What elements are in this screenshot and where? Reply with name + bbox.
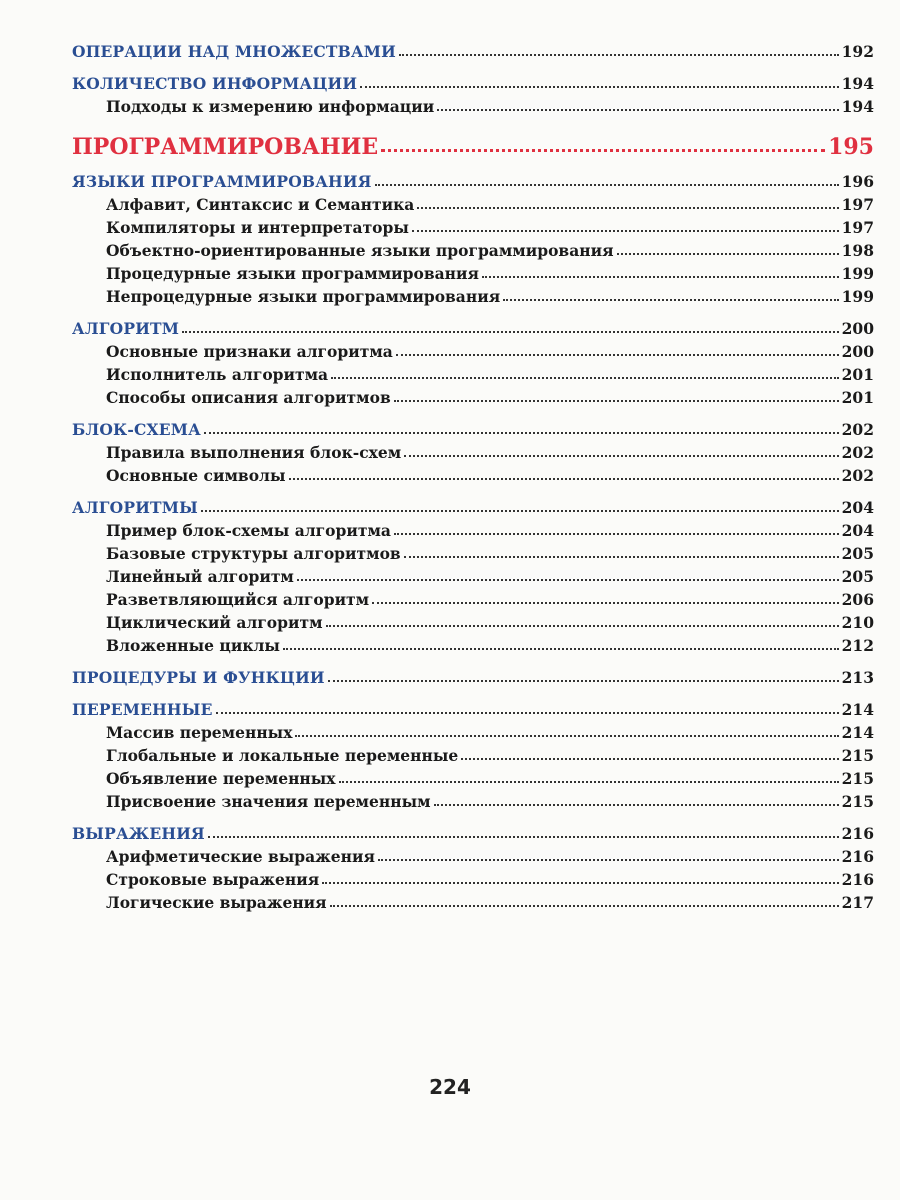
toc-entry-sub — [72, 462, 874, 485]
dot-leader — [412, 230, 839, 232]
toc-entry-sub — [72, 283, 874, 306]
toc-entry-sub — [72, 338, 874, 361]
toc-entry-title: Подходы к измерению информации — [106, 97, 435, 116]
toc-entry-page: 214 — [841, 700, 874, 719]
toc-entry-page: 199 — [841, 264, 874, 283]
toc-entry-sub — [72, 237, 874, 260]
toc-entry-section — [72, 70, 874, 93]
toc-entry-sub — [72, 384, 874, 407]
toc-entry-page: 200 — [841, 342, 874, 361]
toc-entry-page: 202 — [841, 443, 874, 462]
section-gap — [72, 687, 874, 696]
section-gap — [72, 485, 874, 494]
toc-entry-page: 210 — [841, 613, 874, 632]
section-gap — [72, 811, 874, 820]
toc-entry-title: Линейный алгоритм — [106, 567, 294, 586]
toc-entry-sub — [72, 765, 874, 788]
toc-entry-page: 216 — [841, 824, 874, 843]
toc-entry-title: Вложенные циклы — [106, 636, 280, 655]
toc-entry-page: 206 — [841, 590, 874, 609]
toc-entry-title: Алфавит, Синтаксис и Семантика — [106, 195, 415, 214]
dot-leader — [394, 533, 839, 535]
dot-leader — [339, 781, 839, 783]
toc-entry-page: 196 — [841, 172, 874, 191]
page-number: 224 — [429, 1075, 471, 1099]
toc-entry-sub — [72, 843, 874, 866]
toc-entry-title: ВЫРАЖЕНИЯ — [72, 824, 205, 843]
dot-leader — [378, 859, 839, 861]
toc-entry-title: Основные символы — [106, 466, 286, 485]
dot-leader — [404, 455, 838, 457]
toc-entry-page: 216 — [841, 847, 874, 866]
toc-entry-page: 192 — [841, 42, 874, 61]
toc-entry-part — [72, 126, 874, 160]
toc-entry-sub — [72, 439, 874, 462]
toc-entry-section — [72, 315, 874, 338]
toc-entry-section — [72, 494, 874, 517]
toc-entry-title: Основные признаки алгоритма — [106, 342, 393, 361]
dot-leader — [204, 432, 839, 434]
toc-entry-title: Циклический алгоритм — [106, 613, 323, 632]
toc-entry-sub — [72, 540, 874, 563]
toc-entry-page: 194 — [841, 74, 874, 93]
toc-entry-title: Базовые структуры алгоритмов — [106, 544, 401, 563]
dot-leader — [482, 276, 839, 278]
toc-entry-page: 213 — [841, 668, 874, 687]
toc-entry-section — [72, 696, 874, 719]
dot-leader — [360, 86, 838, 88]
dot-leader — [617, 253, 839, 255]
toc-entry-sub — [72, 563, 874, 586]
toc-entry-title: ЯЗЫКИ ПРОГРАММИРОВАНИЯ — [72, 172, 372, 191]
toc-entry-sub — [72, 517, 874, 540]
dot-leader — [437, 109, 838, 111]
toc-entry-page: 204 — [841, 521, 874, 540]
toc-entry-title: Логические выражения — [106, 893, 327, 912]
toc-entry-title: Непроцедурные языки программирования — [106, 287, 501, 306]
section-gap — [72, 61, 874, 70]
section-gap — [72, 407, 874, 416]
toc-entry-title: ПЕРЕМЕННЫЕ — [72, 700, 213, 719]
toc-entry-page: 199 — [841, 287, 874, 306]
dot-leader — [372, 602, 839, 604]
toc-entry-page: 215 — [841, 769, 874, 788]
toc-entry-section — [72, 38, 874, 61]
section-gap — [72, 655, 874, 664]
toc-entry-sub — [72, 93, 874, 116]
toc-entry-title: АЛГОРИТМ — [72, 319, 180, 338]
dot-leader — [326, 625, 839, 627]
dot-leader — [381, 149, 825, 152]
toc-entry-page: 197 — [841, 195, 874, 214]
toc-entry-sub — [72, 719, 874, 742]
toc-entry-page: 200 — [841, 319, 874, 338]
toc-entry-title: Объектно-ориентированные языки программирования — [106, 241, 614, 260]
dot-leader — [289, 478, 839, 480]
toc-entry-sub — [72, 632, 874, 655]
toc-entry-page: 201 — [841, 388, 874, 407]
toc-entry-title: Объявление переменных — [106, 769, 336, 788]
toc-entry-title: Правила выполнения блок-схем — [106, 443, 402, 462]
toc-entry-title: Компиляторы и интерпретаторы — [106, 218, 409, 237]
dot-leader — [297, 579, 839, 581]
toc-entry-page: 215 — [841, 746, 874, 765]
toc-entry-title: АЛГОРИТМЫ — [72, 498, 198, 517]
toc-entry-section — [72, 664, 874, 687]
toc-entry-page: 202 — [841, 420, 874, 439]
section-gap — [72, 306, 874, 315]
dot-leader — [394, 400, 839, 402]
toc-entry-title: Исполнитель алгоритма — [106, 365, 329, 384]
toc-entry-title: Строковые выражения — [106, 870, 320, 889]
toc-entry-page: 215 — [841, 792, 874, 811]
toc-entry-sub — [72, 191, 874, 214]
toc-entry-title: ПРОЦЕДУРЫ И ФУНКЦИИ — [72, 668, 325, 687]
toc-entry-page: 194 — [841, 97, 874, 116]
dot-leader — [328, 680, 839, 682]
dot-leader — [283, 648, 839, 650]
toc-entry-page: 216 — [841, 870, 874, 889]
dot-leader — [216, 712, 839, 714]
table-of-contents — [72, 38, 874, 912]
toc-entry-sub — [72, 260, 874, 283]
toc-entry-page: 205 — [841, 567, 874, 586]
toc-entry-title: Процедурные языки программирования — [106, 264, 479, 283]
toc-entry-page: 201 — [841, 365, 874, 384]
toc-entry-sub — [72, 742, 874, 765]
toc-entry-sub — [72, 361, 874, 384]
dot-leader — [330, 905, 839, 907]
dot-leader — [461, 758, 838, 760]
toc-entry-sub — [72, 788, 874, 811]
toc-entry-title: БЛОК-СХЕМА — [72, 420, 201, 439]
toc-entry-page: 197 — [841, 218, 874, 237]
toc-entry-page: 195 — [828, 134, 874, 160]
dot-leader — [396, 354, 839, 356]
toc-entry-section — [72, 416, 874, 439]
dot-leader — [399, 54, 839, 56]
toc-entry-title: Пример блок-схемы алгоритма — [106, 521, 391, 540]
toc-entry-title: Способы описания алгоритмов — [106, 388, 391, 407]
dot-leader — [434, 804, 839, 806]
toc-entry-title: Массив переменных — [106, 723, 293, 742]
toc-entry-title: КОЛИЧЕСТВО ИНФОРМАЦИИ — [72, 74, 358, 93]
toc-entry-title: Разветвляющийся алгоритм — [106, 590, 370, 609]
toc-entry-sub — [72, 866, 874, 889]
dot-leader — [375, 184, 839, 186]
toc-entry-page: 212 — [841, 636, 874, 655]
toc-entry-page: 204 — [841, 498, 874, 517]
dot-leader — [417, 207, 838, 209]
toc-entry-page: 214 — [841, 723, 874, 742]
toc-entry-title: ПРОГРАММИРОВАНИЕ — [72, 134, 379, 160]
toc-entry-page: 202 — [841, 466, 874, 485]
dot-leader — [404, 556, 839, 558]
toc-entry-section — [72, 168, 874, 191]
dot-leader — [331, 377, 839, 379]
toc-entry-title: ОПЕРАЦИИ НАД МНОЖЕСТВАМИ — [72, 42, 396, 61]
toc-entry-sub — [72, 214, 874, 237]
toc-entry-title: Присвоение значения переменным — [106, 792, 431, 811]
toc-entry-sub — [72, 889, 874, 912]
toc-entry-sub — [72, 609, 874, 632]
dot-leader — [503, 299, 838, 301]
toc-entry-page: 217 — [841, 893, 874, 912]
toc-entry-title: Глобальные и локальные переменные — [106, 746, 459, 765]
toc-entry-page: 205 — [841, 544, 874, 563]
dot-leader — [201, 510, 839, 512]
toc-entry-page: 198 — [841, 241, 874, 260]
dot-leader — [182, 331, 839, 333]
dot-leader — [322, 882, 838, 884]
dot-leader — [295, 735, 838, 737]
dot-leader — [208, 836, 839, 838]
toc-entry-sub — [72, 586, 874, 609]
toc-entry-title: Арифметические выражения — [106, 847, 375, 866]
toc-entry-section — [72, 820, 874, 843]
